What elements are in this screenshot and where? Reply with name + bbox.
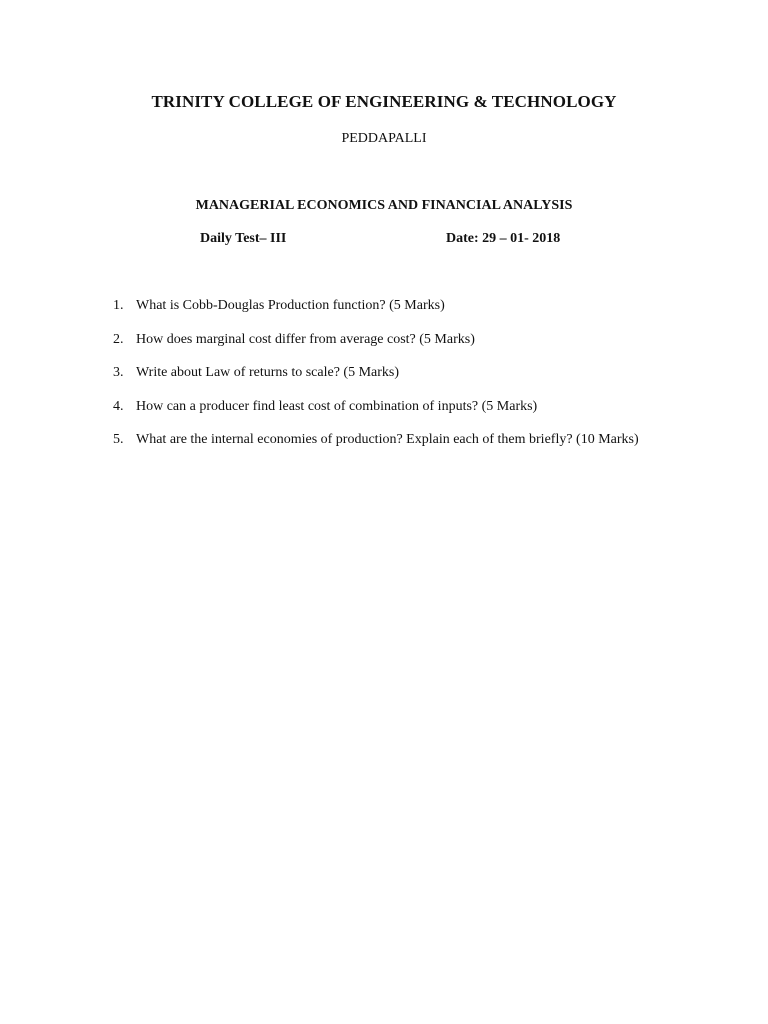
question-number: 4. xyxy=(113,398,124,414)
question-number: 5. xyxy=(113,432,124,447)
test-date: Date: 29 – 01- 2018 xyxy=(446,231,561,246)
question-number: 3. xyxy=(113,365,124,380)
question-number: 1. xyxy=(113,298,124,313)
college-title: TRINITY COLLEGE OF ENGINEERING & TECHNOLOGY xyxy=(151,92,617,111)
question-item xyxy=(113,332,753,366)
question-text: What is Cobb-Douglas Production function? (5 Marks) xyxy=(136,298,445,313)
question-text: How can a producer find least cost of combination of inputs? (5 Marks) xyxy=(136,398,538,414)
question-item xyxy=(113,432,753,466)
test-name: Daily Test– III xyxy=(200,231,287,246)
question-item xyxy=(113,365,753,399)
subject-title: MANAGERIAL ECONOMICS AND FINANCIAL ANALYSIS xyxy=(195,198,573,213)
question-text: How does marginal cost differ from average cost? (5 Marks) xyxy=(136,331,475,347)
question-number: 2. xyxy=(113,331,124,347)
college-location: PEDDAPALLI xyxy=(341,131,427,146)
question-item xyxy=(113,298,753,332)
question-item xyxy=(113,399,753,433)
question-text: What are the internal economies of production? Explain each of them briefly? (10 Marks) xyxy=(136,432,639,447)
question-list xyxy=(113,298,753,466)
question-text: Write about Law of returns to scale? (5 Marks) xyxy=(136,365,400,380)
